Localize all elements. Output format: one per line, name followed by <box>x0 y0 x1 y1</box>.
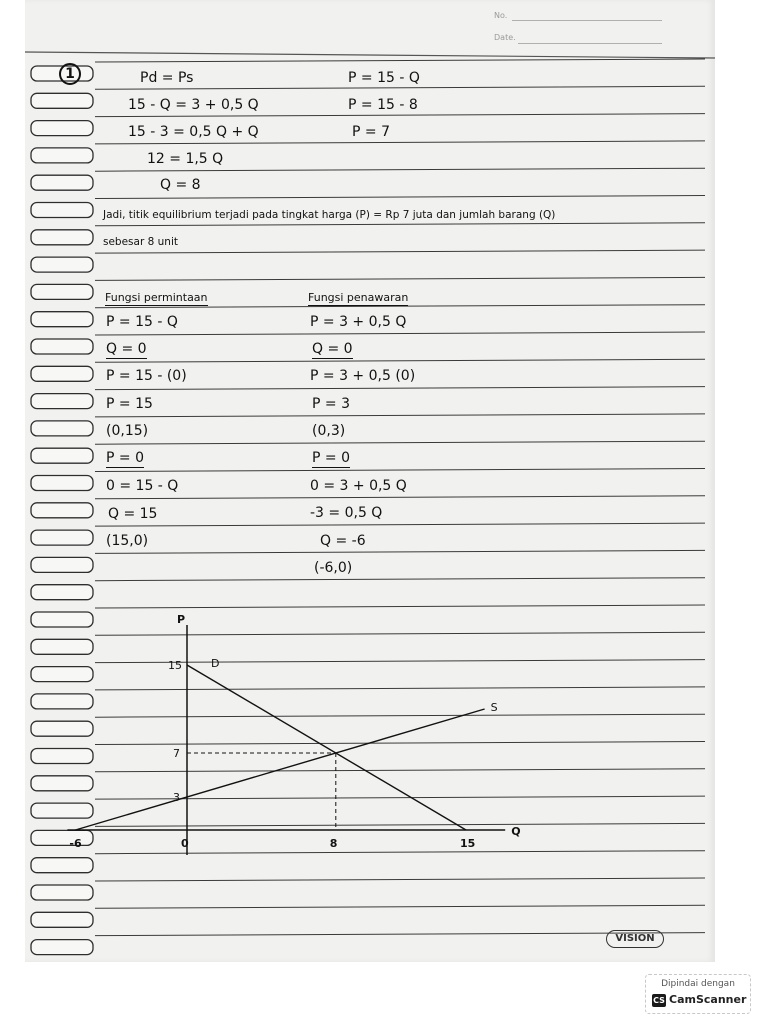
x-tick-label: 0 <box>181 837 189 850</box>
eq-step-2: 15 - Q = 3 + 0,5 Q <box>128 97 259 113</box>
x-axis-label: Q <box>511 825 521 838</box>
conclusion-line-2: sebesar 8 unit <box>103 236 178 248</box>
supply-title: Fungsi penawaran <box>308 291 409 304</box>
s-curve-label: S <box>490 701 498 714</box>
supply-step-7: 0 = 3 + 0,5 Q <box>310 478 407 494</box>
supply-step-6: P = 0 <box>312 450 350 466</box>
price-step-3: P = 7 <box>352 124 390 140</box>
x-tick-label: -6 <box>69 837 82 850</box>
y-tick-label: 3 <box>173 791 180 804</box>
eq-step-3: 15 - 3 = 0,5 Q + Q <box>128 124 259 140</box>
y-tick-label: 15 <box>168 659 182 672</box>
supply-step-9: Q = -6 <box>320 533 366 549</box>
supply-step-4: P = 3 <box>312 396 350 412</box>
demand-step-1: P = 15 - Q <box>106 314 178 330</box>
y-tick-label: 7 <box>173 747 180 760</box>
demand-step-8: Q = 15 <box>108 506 158 522</box>
supply-step-2: Q = 0 <box>312 341 353 357</box>
demand-title: Fungsi permintaan <box>105 291 208 304</box>
x-tick-label: 8 <box>329 837 338 850</box>
price-step-1: P = 15 - Q <box>348 70 420 86</box>
demand-step-3: P = 15 - (0) <box>106 368 187 384</box>
price-step-2: P = 15 - 8 <box>348 97 418 113</box>
date-label: Date. <box>494 33 516 42</box>
s-curve <box>75 709 484 830</box>
camscanner-badge <box>645 974 751 1014</box>
demand-step-6: P = 0 <box>106 450 144 466</box>
demand-step-5: (0,15) <box>106 423 149 439</box>
x-tick-label: 15 <box>460 837 476 850</box>
d-curve-label: D <box>211 657 220 670</box>
conclusion-line-1: Jadi, titik equilibrium terjadi pada tingkat harga (P) = Rp 7 juta dan jumlah barang (Q) <box>103 209 556 221</box>
supply-step-3: P = 3 + 0,5 (0) <box>310 368 416 384</box>
demand-step-9: (15,0) <box>106 533 149 549</box>
d-curve <box>187 665 466 830</box>
scanner-name: CamScanner <box>669 993 747 1006</box>
demand-step-4: P = 15 <box>106 396 153 412</box>
demand-step-7: 0 = 15 - Q <box>106 478 179 494</box>
vision-brand-logo: VISION <box>606 930 664 948</box>
eq-step-4: 12 = 1,5 Q <box>147 151 224 167</box>
demand-step-2: Q = 0 <box>106 341 147 357</box>
supply-step-8: -3 = 0,5 Q <box>310 505 383 521</box>
y-axis-label: P <box>177 613 186 626</box>
no-label: No. <box>494 11 508 20</box>
camscanner-icon: CS <box>653 996 665 1005</box>
scanner-caption: Dipindai dengan <box>661 979 735 989</box>
supply-step-5: (0,3) <box>312 423 346 439</box>
eq-step-5: Q = 8 <box>160 177 201 193</box>
eq-step-1: Pd = Ps <box>140 70 194 86</box>
supply-step-1: P = 3 + 0,5 Q <box>310 314 407 330</box>
supply-step-10: (-6,0) <box>314 560 353 576</box>
problem-number: 1 <box>59 63 81 85</box>
